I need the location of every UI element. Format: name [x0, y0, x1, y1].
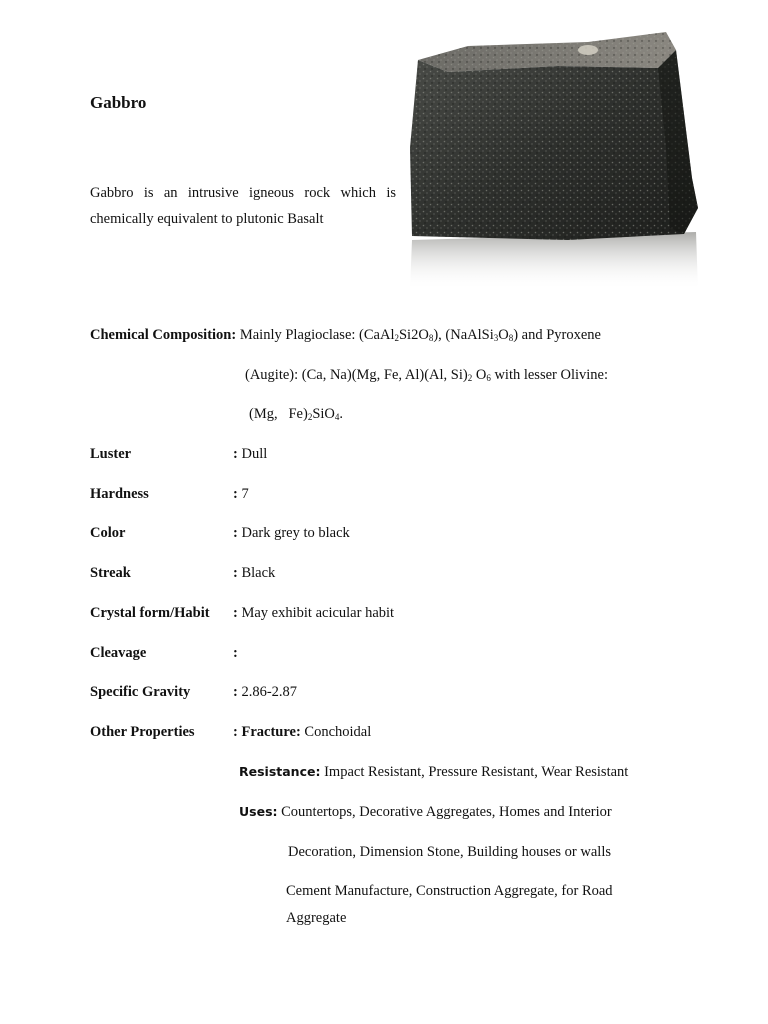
- uses-line-4: Aggregate: [286, 910, 347, 926]
- intro-paragraph: Gabbro is an intrusive igneous rock which is chemically equivalent to plutonic Basalt: [90, 185, 396, 227]
- streak-label: Streak: [90, 565, 131, 581]
- cleavage-label: Cleavage: [90, 645, 147, 661]
- specific-gravity-value: : 2.86-2.87: [233, 684, 298, 700]
- color-value: : Dark grey to black: [233, 525, 350, 541]
- page-title: Gabbro: [90, 93, 147, 112]
- composition-label: Chemical Composition:: [90, 327, 237, 343]
- composition-line-1: [90, 327, 601, 344]
- luster-label: Luster: [90, 446, 132, 462]
- uses-line-1: Uses: Countertops, Decorative Aggregates, Homes and Interior: [239, 804, 612, 820]
- hardness-value: : 7: [233, 486, 249, 502]
- composition-line-2: (Augite): (Ca, Na)(Mg, Fe, Al)(Al, $Si)_2$ $O_6$ with lesser Olivine:: [245, 367, 609, 383]
- color-label: Color: [90, 525, 126, 541]
- fracture-line: : Fracture: Conchoidal: [233, 724, 372, 740]
- composition-text: Mainly Plagioclase: $(CaAl_2Si2O_8)$, $(NaAlSi_3O_8)$ and Pyroxene: [239, 327, 601, 343]
- crystal-habit-value: : May exhibit acicular habit: [233, 605, 395, 621]
- hardness-label: Hardness: [90, 486, 149, 502]
- crystal-habit-label: Crystal form/Habit: [90, 605, 210, 621]
- specific-gravity-label: Specific Gravity: [90, 684, 191, 700]
- rock-photo: [408, 28, 700, 296]
- uses-line-3: Cement Manufacture, Construction Aggregate, for Road: [286, 883, 613, 899]
- streak-value: : Black: [233, 565, 276, 581]
- luster-value: : Dull: [233, 446, 268, 462]
- rock-photo-icon: [408, 28, 700, 296]
- uses-line-2: Decoration, Dimension Stone, Building houses or walls: [288, 844, 611, 860]
- resistance-line: Resistance: Impact Resistant, Pressure Resistant, Wear Resistant: [239, 764, 629, 780]
- composition-line-3: (Mg, $Fe)_2SiO_4$.: [249, 406, 344, 422]
- other-properties-label: Other Properties: [90, 724, 195, 740]
- cleavage-value: :: [233, 645, 238, 661]
